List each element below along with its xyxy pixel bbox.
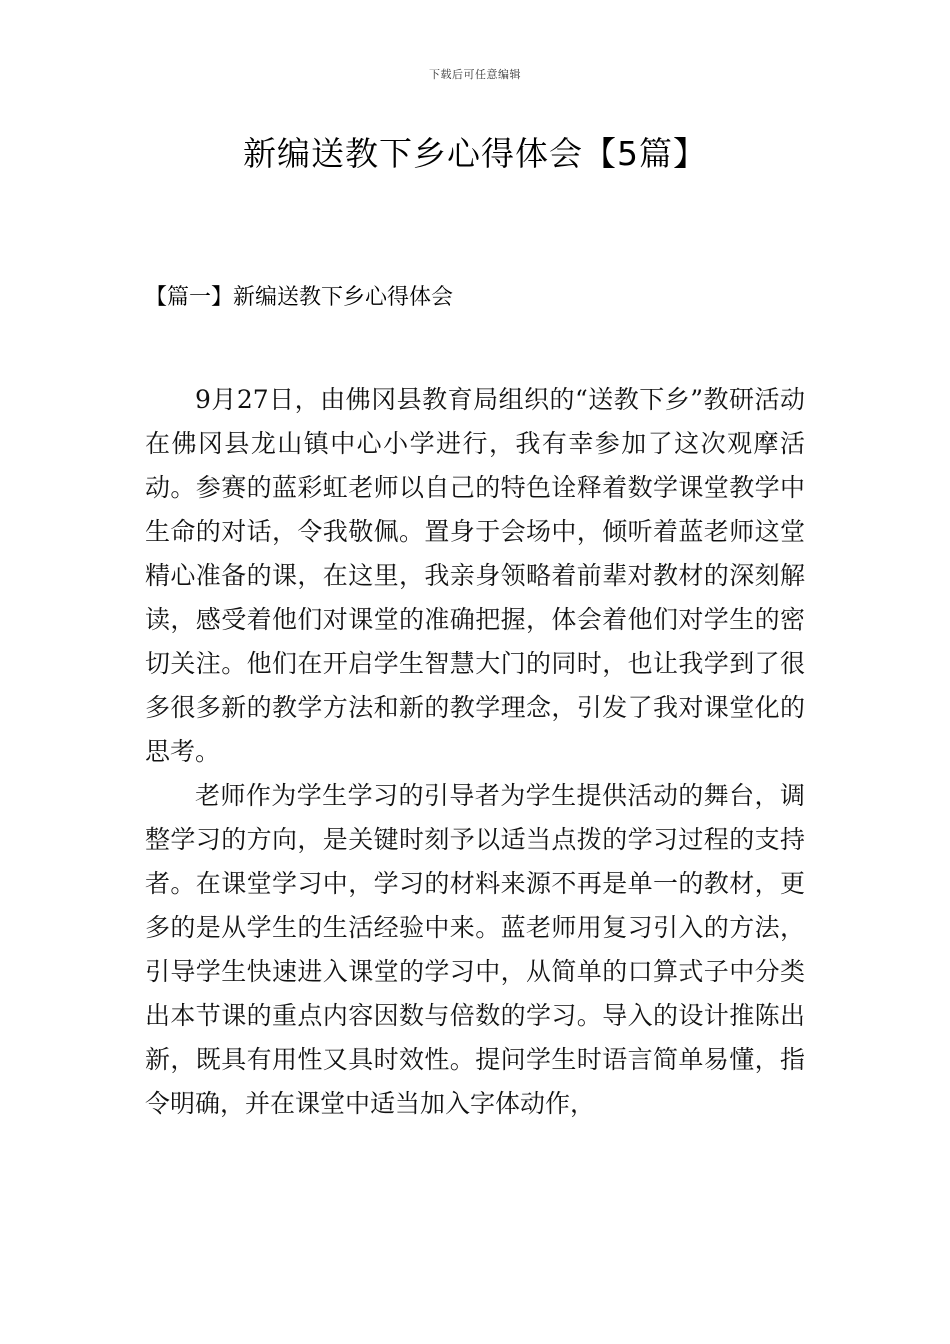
body-text [145, 378, 805, 1126]
document-title: 新编送教下乡心得体会【5篇】 [243, 134, 707, 173]
section-heading: 【篇一】新编送教下乡心得体会 [145, 285, 454, 310]
paragraph-1: 9月27日，由佛冈县教育局组织的“送教下乡”教研活动在佛冈县龙山镇中心小学进行，我有幸参加了这次观摩活动。参赛的蓝彩虹老师以自己的特色诠释着数学课堂教学中生命的对话，令我敬佩。置身于会场中，倾听着蓝老师这堂精心准备的课，在这里，我亲身领略着前辈对教材的深刻解读，感受着他们对课堂的准确把握，体会着他们对学生的密切关注。他们在开启学生智慧大门的同时，也让我学到了很多很多新的教学方法和新的教学理念，引发了我对课堂化的思考。 [145, 385, 805, 766]
paragraph-2: 老师作为学生学习的引导者为学生提供活动的舞台，调整学习的方向，是关键时刻予以适当点拨的学习过程的支持者。在课堂学习中，学习的材料来源不再是单一的教材，更多的是从学生的生活经验中来。蓝老师用复习引入的方法，引导学生快速进入课堂的学习中，从简单的口算式子中分类出本节课的重点内容因数与倍数的学习。导入的设计推陈出新，既具有用性又具时效性。提问学生时语言简单易懂，指令明确，并在课堂中适当加入字体动作， [145, 781, 805, 1118]
header-note: 下载后可任意编辑 [429, 68, 521, 81]
